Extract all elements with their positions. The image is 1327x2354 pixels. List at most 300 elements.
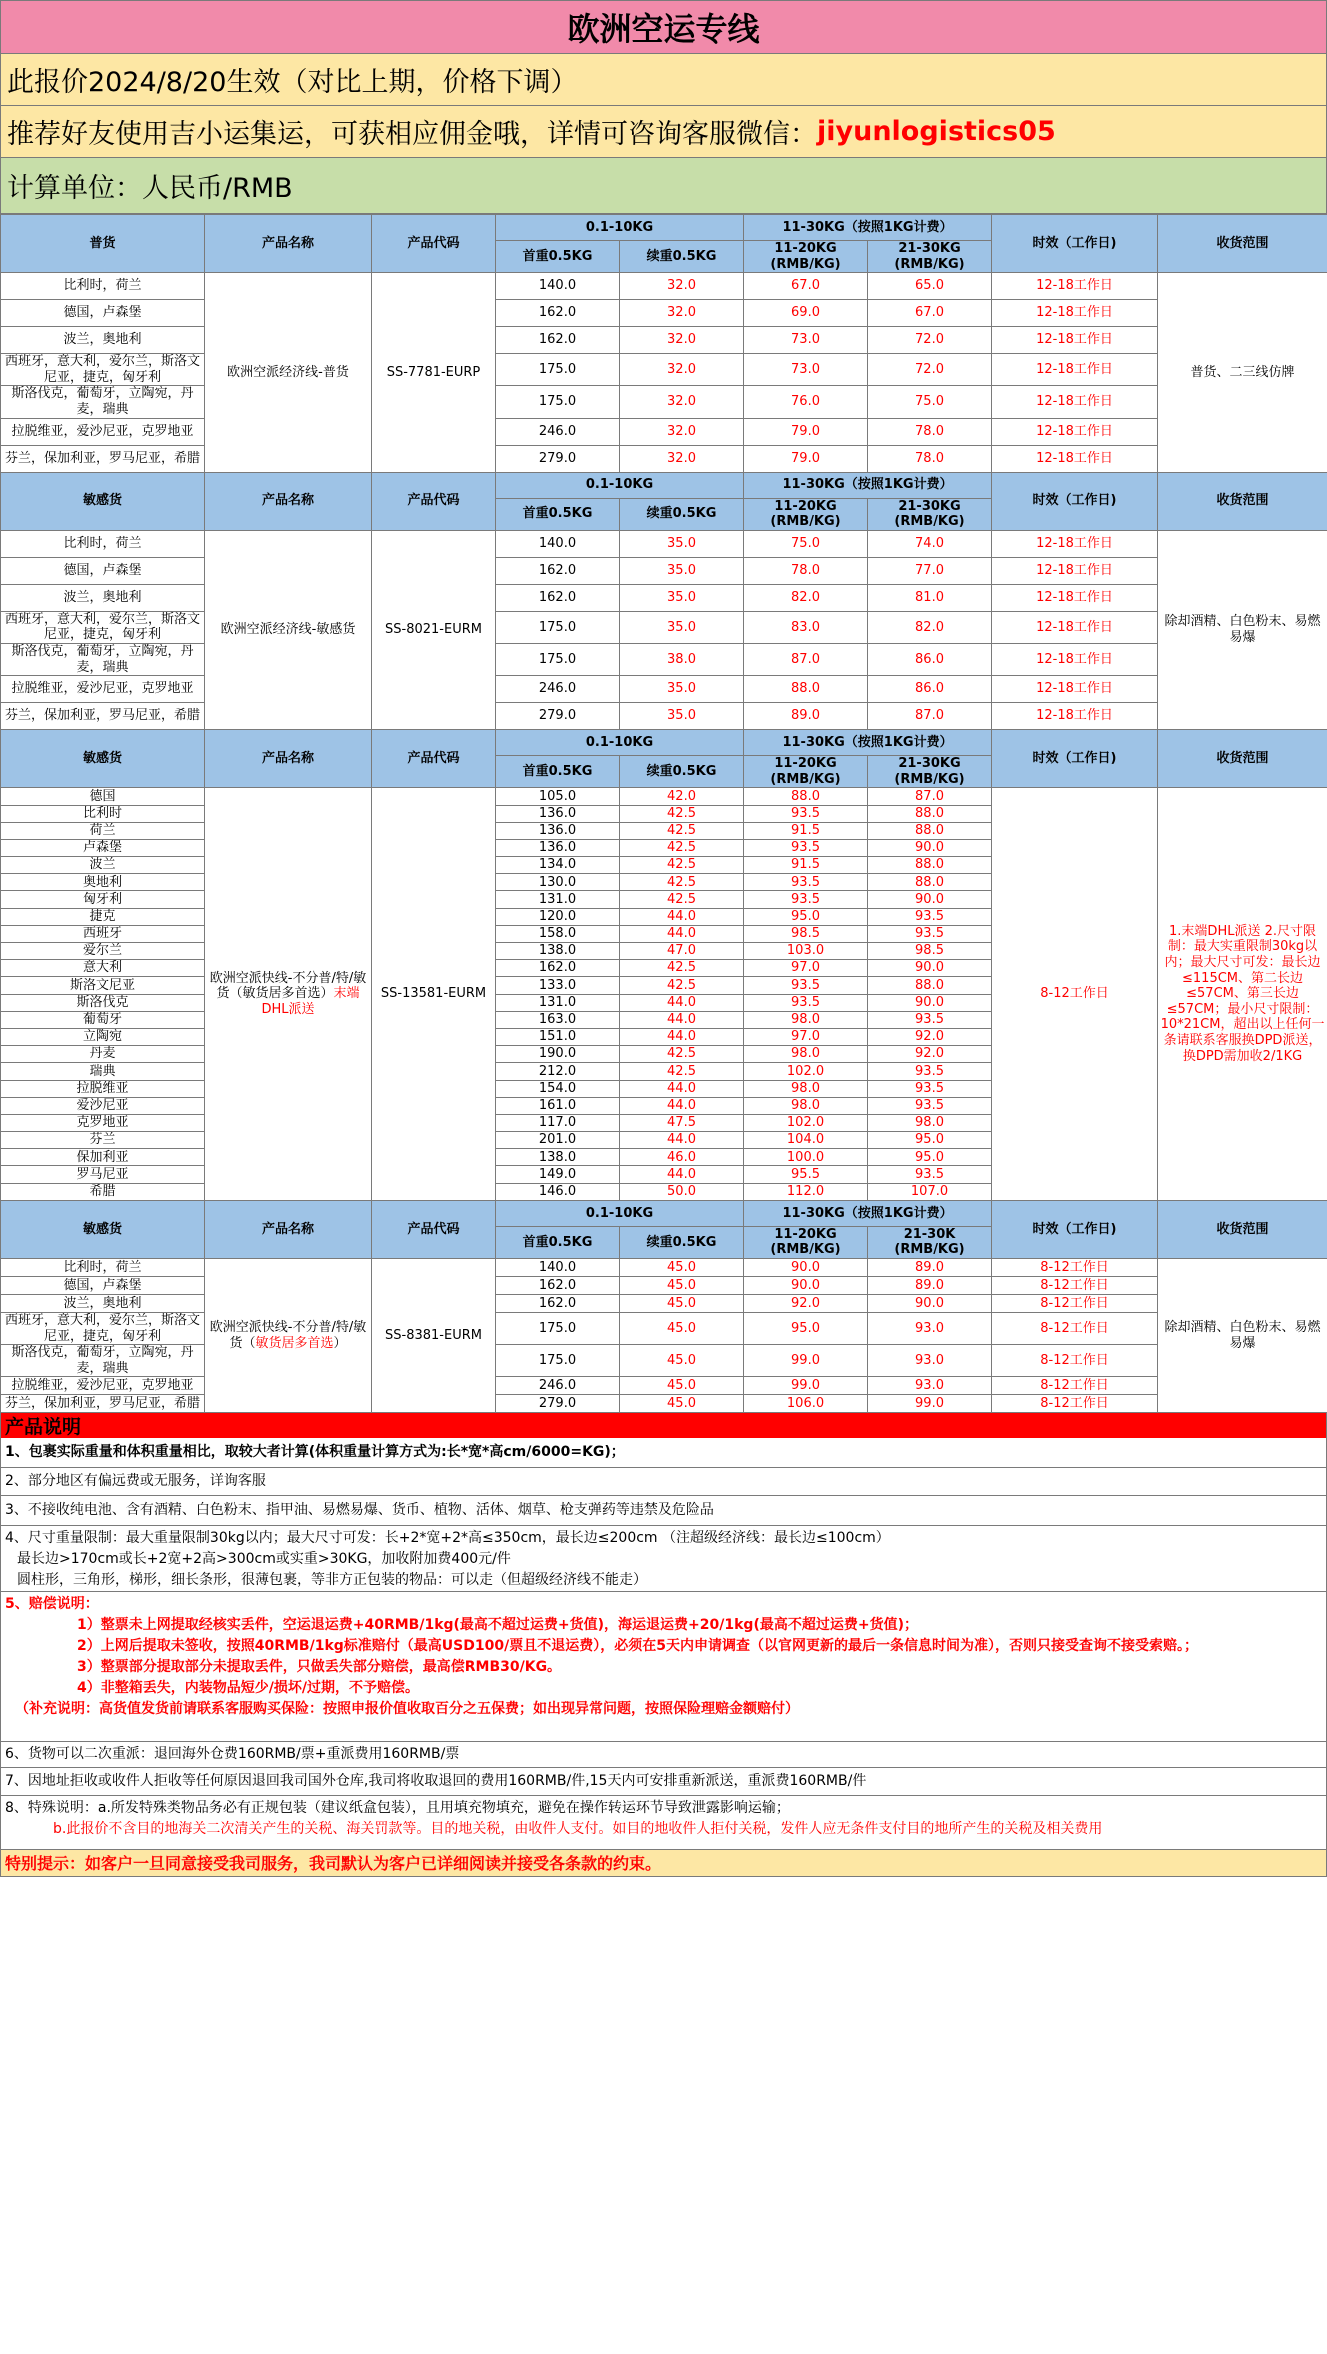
cell-cont-weight: 45.0 xyxy=(620,1259,744,1277)
cell-transit: 12-18工作日 xyxy=(992,703,1158,730)
cell-first-weight: 138.0 xyxy=(496,943,620,960)
cell-cont-weight: 50.0 xyxy=(620,1183,744,1200)
effective-notice: 此报价2024/8/20生效（对比上期，价格下调） xyxy=(0,54,1327,106)
cell-country: 斯洛伐克 xyxy=(1,994,205,1011)
cell-cont-weight: 42.0 xyxy=(620,788,744,805)
header-transit: 时效（工作日) xyxy=(992,1200,1158,1258)
product-name-text: 欧洲空派快线-不分普/特/敏货（ xyxy=(209,1320,367,1351)
cell-tier-11-20: 95.5 xyxy=(744,1166,868,1183)
cell-product-code: SS-7781-EURP xyxy=(372,273,496,472)
cell-cont-weight: 32.0 xyxy=(620,418,744,445)
table-row xyxy=(1,643,1327,675)
notes-header: 产品说明 xyxy=(0,1413,1327,1438)
cell-transit: 8-12工作日 xyxy=(992,1277,1158,1295)
cell-tier-21-30: 92.0 xyxy=(868,1028,992,1045)
cell-first-weight: 140.0 xyxy=(496,1259,620,1277)
cell-cont-weight: 44.0 xyxy=(620,925,744,942)
referral-text: 推荐好友使用吉小运集运，可获相应佣金哦，详情可咨询客服微信： xyxy=(7,119,817,150)
cell-cont-weight: 35.0 xyxy=(620,611,744,643)
cell-tier-11-20: 93.5 xyxy=(744,891,868,908)
cell-country: 芬兰，保加利亚，罗马尼亚，希腊 xyxy=(1,703,205,730)
cell-country: 克罗地亚 xyxy=(1,1114,205,1131)
cell-cont-weight: 32.0 xyxy=(620,386,744,418)
table-row xyxy=(1,354,1327,386)
cell-tier-21-30: 72.0 xyxy=(868,327,992,354)
cell-country: 爱尔兰 xyxy=(1,943,205,960)
cell-first-weight: 133.0 xyxy=(496,977,620,994)
cell-cont-weight: 42.5 xyxy=(620,977,744,994)
cell-first-weight: 212.0 xyxy=(496,1063,620,1080)
cell-first-weight: 246.0 xyxy=(496,1377,620,1395)
cell-cont-weight: 42.5 xyxy=(620,839,744,856)
cell-cont-weight: 44.0 xyxy=(620,1166,744,1183)
cell-tier-11-20: 102.0 xyxy=(744,1063,868,1080)
table-row xyxy=(1,1295,1327,1313)
cell-cont-weight: 42.5 xyxy=(620,805,744,822)
cell-cont-weight: 45.0 xyxy=(620,1295,744,1313)
header-scope: 收货范围 xyxy=(1158,1200,1327,1258)
cell-tier-11-20: 73.0 xyxy=(744,354,868,386)
cell-tier-21-30: 93.5 xyxy=(868,1080,992,1097)
cell-tier-11-20: 79.0 xyxy=(744,445,868,472)
cell-first-weight: 136.0 xyxy=(496,822,620,839)
cell-country: 德国，卢森堡 xyxy=(1,557,205,584)
cell-first-weight: 175.0 xyxy=(496,643,620,675)
cell-tier-11-20: 104.0 xyxy=(744,1132,868,1149)
cell-tier-11-20: 87.0 xyxy=(744,643,868,675)
cell-tier-21-30: 78.0 xyxy=(868,418,992,445)
product-name-text: ） xyxy=(333,1335,347,1351)
cell-transit: 12-18工作日 xyxy=(992,611,1158,643)
cell-tier-21-30: 86.0 xyxy=(868,676,992,703)
cell-first-weight: 163.0 xyxy=(496,1011,620,1028)
cell-first-weight: 201.0 xyxy=(496,1132,620,1149)
header-tier-21-30: 21-30KG (RMB/KG) xyxy=(868,498,992,530)
note-8-b: b.此报价不含目的地海关二次清关产生的关税、海关罚款等。目的地关税，由收件人支付。如目的地收件人拒付关税，发件人应无条件支付目的地所产生的关税及相关费用 xyxy=(53,1821,1103,1838)
cell-country: 德国，卢森堡 xyxy=(1,300,205,327)
note-5-title: 5、赔偿说明： xyxy=(5,1596,99,1613)
cell-first-weight: 130.0 xyxy=(496,874,620,891)
cell-cont-weight: 35.0 xyxy=(620,584,744,611)
cell-tier-21-30: 82.0 xyxy=(868,611,992,643)
table-row xyxy=(1,418,1327,445)
cell-tier-11-20: 92.0 xyxy=(744,1295,868,1313)
note-3: 3、不接收纯电池、含有酒精、白色粉末、指甲油、易燃易爆、货币、植物、活体、烟草、枪支弹药等违禁及危险品 xyxy=(0,1496,1327,1526)
cell-first-weight: 162.0 xyxy=(496,1295,620,1313)
cell-tier-21-30: 93.0 xyxy=(868,1345,992,1377)
cell-cont-weight: 32.0 xyxy=(620,300,744,327)
cell-first-weight: 151.0 xyxy=(496,1028,620,1045)
header-scope: 收货范围 xyxy=(1158,730,1327,788)
header-product-name: 产品名称 xyxy=(205,472,372,530)
cell-country: 匈牙利 xyxy=(1,891,205,908)
cell-tier-11-20: 90.0 xyxy=(744,1259,868,1277)
cell-transit: 8-12工作日 xyxy=(992,1295,1158,1313)
cell-cont-weight: 42.5 xyxy=(620,1063,744,1080)
note-5-item-1: 1）整票未上网提取经核实丢件，空运退运费+40RMB/1kg(最高不超过运费+货值)，海运退运费+20/1kg(最高不超过运费+货值)； xyxy=(77,1617,918,1634)
table-row xyxy=(1,273,1327,300)
cell-tier-21-30: 88.0 xyxy=(868,977,992,994)
header-range-11-30: 11-30KG（按照1KG计费） xyxy=(744,1200,992,1226)
cell-country: 拉脱维亚 xyxy=(1,1080,205,1097)
cell-tier-11-20: 90.0 xyxy=(744,1277,868,1295)
cell-first-weight: 136.0 xyxy=(496,805,620,822)
header-transit: 时效（工作日) xyxy=(992,215,1158,273)
cell-tier-21-30: 98.5 xyxy=(868,943,992,960)
cell-tier-21-30: 72.0 xyxy=(868,354,992,386)
cell-tier-21-30: 67.0 xyxy=(868,300,992,327)
header-first-weight: 首重0.5KG xyxy=(496,1226,620,1258)
cell-country: 拉脱维亚，爱沙尼亚，克罗地亚 xyxy=(1,418,205,445)
cell-country: 德国 xyxy=(1,788,205,805)
header-product-code: 产品代码 xyxy=(372,215,496,273)
cell-country: 比利时，荷兰 xyxy=(1,530,205,557)
note-7: 7、因地址拒收或收件人拒收等任何原因退回我司国外仓库,我司将收取退回的费用160RMB/件,15天内可安排重新派送，重派费160RMB/件 xyxy=(0,1768,1327,1796)
cell-first-weight: 149.0 xyxy=(496,1166,620,1183)
cell-transit: 8-12工作日 xyxy=(992,1345,1158,1377)
cell-cont-weight: 44.0 xyxy=(620,1011,744,1028)
cell-tier-11-20: 73.0 xyxy=(744,327,868,354)
cell-first-weight: 158.0 xyxy=(496,925,620,942)
cell-cont-weight: 44.0 xyxy=(620,1080,744,1097)
header-first-weight: 首重0.5KG xyxy=(496,756,620,788)
cell-product-code: SS-13581-EURM xyxy=(372,788,496,1201)
cell-tier-11-20: 98.0 xyxy=(744,1011,868,1028)
cell-cont-weight: 45.0 xyxy=(620,1313,744,1345)
cell-transit: 12-18工作日 xyxy=(992,300,1158,327)
cell-country: 斯洛伐克，葡萄牙，立陶宛，丹麦，瑞典 xyxy=(1,643,205,675)
cell-cont-weight: 46.0 xyxy=(620,1149,744,1166)
table-row xyxy=(1,676,1327,703)
product-notes xyxy=(0,1413,1327,1877)
header-first-weight: 首重0.5KG xyxy=(496,498,620,530)
cell-country: 立陶宛 xyxy=(1,1028,205,1045)
table-row xyxy=(1,386,1327,418)
header-product-name: 产品名称 xyxy=(205,730,372,788)
cell-tier-11-20: 98.5 xyxy=(744,925,868,942)
cell-tier-21-30: 88.0 xyxy=(868,874,992,891)
header-product-name: 产品名称 xyxy=(205,215,372,273)
cell-transit: 12-18工作日 xyxy=(992,418,1158,445)
cell-tier-11-20: 106.0 xyxy=(744,1395,868,1413)
cell-cont-weight: 44.0 xyxy=(620,1132,744,1149)
cell-cont-weight: 35.0 xyxy=(620,530,744,557)
cell-cont-weight: 32.0 xyxy=(620,354,744,386)
cell-transit: 12-18工作日 xyxy=(992,584,1158,611)
table-row xyxy=(1,300,1327,327)
cell-cont-weight: 42.5 xyxy=(620,822,744,839)
note-5-supplement: （补充说明：高货值发货前请联系客服购买保险：按照申报价值收取百分之五保费；如出现异常问题，按照保险理赔金额赔付） xyxy=(15,1701,799,1718)
cell-first-weight: 120.0 xyxy=(496,908,620,925)
cell-cont-weight: 44.0 xyxy=(620,908,744,925)
cell-tier-21-30: 98.0 xyxy=(868,1114,992,1131)
cell-country: 芬兰，保加利亚，罗马尼亚，希腊 xyxy=(1,445,205,472)
cell-first-weight: 175.0 xyxy=(496,1313,620,1345)
cell-transit: 12-18工作日 xyxy=(992,273,1158,300)
cell-tier-21-30: 95.0 xyxy=(868,1132,992,1149)
cell-country: 波兰，奥地利 xyxy=(1,584,205,611)
cell-tier-11-20: 95.0 xyxy=(744,908,868,925)
note-6: 6、货物可以二次重派：退回海外仓费160RMB/票+重派费用160RMB/票 xyxy=(0,1742,1327,1768)
product-name-note: 敏货居多首选 xyxy=(255,1335,334,1351)
cell-tier-21-30: 93.0 xyxy=(868,1377,992,1395)
cell-cont-weight: 32.0 xyxy=(620,445,744,472)
cell-tier-21-30: 107.0 xyxy=(868,1183,992,1200)
header-tier-21-30: 21-30K (RMB/KG) xyxy=(868,1226,992,1258)
cell-tier-11-20: 89.0 xyxy=(744,703,868,730)
cell-tier-11-20: 98.0 xyxy=(744,1046,868,1063)
header-tier-11-20: 11-20KG (RMB/KG) xyxy=(744,498,868,530)
cell-tier-21-30: 90.0 xyxy=(868,960,992,977)
header-tier-21-30: 21-30KG (RMB/KG) xyxy=(868,241,992,273)
cell-tier-21-30: 93.5 xyxy=(868,1063,992,1080)
cell-cont-weight: 35.0 xyxy=(620,676,744,703)
product-name-text: 欧洲空派快线-不分普/特/敏货（敏货居多首选） xyxy=(209,970,367,1002)
cell-first-weight: 134.0 xyxy=(496,857,620,874)
cell-transit: 8-12工作日 xyxy=(992,788,1158,1201)
cell-country: 芬兰，保加利亚，罗马尼亚，希腊 xyxy=(1,1395,205,1413)
cell-country: 保加利亚 xyxy=(1,1149,205,1166)
note-5-compensation xyxy=(0,1592,1327,1742)
header-category: 敏感货 xyxy=(1,472,205,530)
cell-first-weight: 162.0 xyxy=(496,327,620,354)
cell-country: 比利时，荷兰 xyxy=(1,1259,205,1277)
cell-tier-21-30: 93.0 xyxy=(868,1313,992,1345)
cell-tier-11-20: 99.0 xyxy=(744,1345,868,1377)
product-name-note: 末端DHL派送 xyxy=(261,986,360,1017)
cell-first-weight: 146.0 xyxy=(496,1183,620,1200)
cell-product-name xyxy=(205,1259,372,1413)
header-tier-11-20: 11-20KG (RMB/KG) xyxy=(744,1226,868,1258)
cell-country: 波兰，奥地利 xyxy=(1,1295,205,1313)
cell-tier-11-20: 97.0 xyxy=(744,960,868,977)
table-row xyxy=(1,788,1327,805)
header-range-11-30: 11-30KG（按照1KG计费） xyxy=(744,215,992,241)
header-product-code: 产品代码 xyxy=(372,730,496,788)
cell-country: 奥地利 xyxy=(1,874,205,891)
cell-first-weight: 162.0 xyxy=(496,584,620,611)
cell-tier-21-30: 90.0 xyxy=(868,839,992,856)
cell-tier-21-30: 93.5 xyxy=(868,925,992,942)
cell-tier-11-20: 100.0 xyxy=(744,1149,868,1166)
cell-country: 比利时，荷兰 xyxy=(1,273,205,300)
cell-country: 葡萄牙 xyxy=(1,1011,205,1028)
cell-transit: 12-18工作日 xyxy=(992,354,1158,386)
cell-cont-weight: 42.5 xyxy=(620,874,744,891)
cell-country: 西班牙 xyxy=(1,925,205,942)
header-range-0-1-10: 0.1-10KG xyxy=(496,1200,744,1226)
cell-tier-11-20: 91.5 xyxy=(744,857,868,874)
cell-tier-11-20: 88.0 xyxy=(744,788,868,805)
cell-tier-11-20: 93.5 xyxy=(744,805,868,822)
cell-scope: 1.末端DHL派送 2.尺寸限制：最大实重限制30kg以内；最大尺寸可发：最长边≤115CM、第二长边≤57CM、第三长边≤57CM；最小尺寸限制：10*21CM，超出以上任何一条请联系客服换DPD派送，换DPD需加收2/1KG xyxy=(1158,788,1327,1201)
cell-tier-11-20: 78.0 xyxy=(744,557,868,584)
cell-tier-11-20: 99.0 xyxy=(744,1377,868,1395)
header-product-code: 产品代码 xyxy=(372,472,496,530)
cell-country: 波兰 xyxy=(1,857,205,874)
header-range-0-1-10: 0.1-10KG xyxy=(496,215,744,241)
cell-tier-21-30: 95.0 xyxy=(868,1149,992,1166)
table-row xyxy=(1,584,1327,611)
cell-tier-11-20: 67.0 xyxy=(744,273,868,300)
cell-tier-21-30: 78.0 xyxy=(868,445,992,472)
header-range-11-30: 11-30KG（按照1KG计费） xyxy=(744,730,992,756)
cell-first-weight: 190.0 xyxy=(496,1046,620,1063)
cell-country: 比利时 xyxy=(1,805,205,822)
cell-cont-weight: 42.5 xyxy=(620,960,744,977)
price-table xyxy=(0,214,1327,1413)
cell-cont-weight: 45.0 xyxy=(620,1395,744,1413)
cell-scope: 普货、二三线仿牌 xyxy=(1158,273,1327,472)
cell-tier-21-30: 88.0 xyxy=(868,822,992,839)
header-range-0-1-10: 0.1-10KG xyxy=(496,730,744,756)
cell-first-weight: 131.0 xyxy=(496,891,620,908)
cell-tier-11-20: 103.0 xyxy=(744,943,868,960)
header-transit: 时效（工作日) xyxy=(992,730,1158,788)
cell-first-weight: 279.0 xyxy=(496,703,620,730)
note-2: 2、部分地区有偏远费或无服务，详询客服 xyxy=(0,1468,1327,1496)
cell-tier-21-30: 92.0 xyxy=(868,1046,992,1063)
cell-tier-21-30: 65.0 xyxy=(868,273,992,300)
wechat-id: jiyunlogistics05 xyxy=(817,116,1056,147)
cell-country: 拉脱维亚，爱沙尼亚，克罗地亚 xyxy=(1,1377,205,1395)
cell-country: 西班牙，意大利，爱尔兰，斯洛文尼亚，捷克，匈牙利 xyxy=(1,354,205,386)
cell-tier-21-30: 93.5 xyxy=(868,1097,992,1114)
cell-cont-weight: 32.0 xyxy=(620,273,744,300)
cell-cont-weight: 45.0 xyxy=(620,1277,744,1295)
cell-tier-11-20: 76.0 xyxy=(744,386,868,418)
cell-tier-11-20: 82.0 xyxy=(744,584,868,611)
cell-country: 捷克 xyxy=(1,908,205,925)
cell-first-weight: 154.0 xyxy=(496,1080,620,1097)
header-cont-weight: 续重0.5KG xyxy=(620,756,744,788)
cell-transit: 12-18工作日 xyxy=(992,676,1158,703)
cell-country: 爱沙尼亚 xyxy=(1,1097,205,1114)
cell-cont-weight: 38.0 xyxy=(620,643,744,675)
header-category: 敏感货 xyxy=(1,730,205,788)
cell-country: 斯洛伐克，葡萄牙，立陶宛，丹麦，瑞典 xyxy=(1,386,205,418)
cell-tier-11-20: 88.0 xyxy=(744,676,868,703)
cell-tier-21-30: 90.0 xyxy=(868,1295,992,1313)
cell-country: 荷兰 xyxy=(1,822,205,839)
cell-product-code: SS-8381-EURM xyxy=(372,1259,496,1413)
table-row xyxy=(1,1313,1327,1345)
cell-transit: 12-18工作日 xyxy=(992,643,1158,675)
cell-scope: 除却酒精、白色粉末、易燃易爆 xyxy=(1158,1259,1327,1413)
note-1: 1、包裹实际重量和体积重量相比，取较大者计算(体积重量计算方式为:长*宽*高cm/6000=KG)； xyxy=(0,1438,1327,1468)
cell-country: 瑞典 xyxy=(1,1063,205,1080)
cell-tier-21-30: 74.0 xyxy=(868,530,992,557)
cell-first-weight: 140.0 xyxy=(496,273,620,300)
table-row xyxy=(1,1395,1327,1413)
table-row xyxy=(1,445,1327,472)
note-4-line-1: 4、尺寸重量限制：最大重量限制30kg以内；最大尺寸可发：长+2*宽+2*高≤350cm，最长边≤200cm （注超级经济线：最长边≤100cm） xyxy=(5,1530,890,1547)
table-row xyxy=(1,327,1327,354)
table-row xyxy=(1,1259,1327,1277)
cell-first-weight: 175.0 xyxy=(496,386,620,418)
cell-country: 意大利 xyxy=(1,960,205,977)
header-tier-11-20: 11-20KG (RMB/KG) xyxy=(744,241,868,273)
cell-country: 斯洛伐克，葡萄牙，立陶宛，丹麦，瑞典 xyxy=(1,1345,205,1377)
cell-cont-weight: 35.0 xyxy=(620,557,744,584)
referral-banner xyxy=(0,106,1327,158)
cell-tier-11-20: 79.0 xyxy=(744,418,868,445)
cell-country: 罗马尼亚 xyxy=(1,1166,205,1183)
cell-tier-21-30: 86.0 xyxy=(868,643,992,675)
cell-tier-21-30: 81.0 xyxy=(868,584,992,611)
header-category: 普货 xyxy=(1,215,205,273)
note-4 xyxy=(0,1526,1327,1592)
cell-tier-11-20: 75.0 xyxy=(744,530,868,557)
cell-transit: 12-18工作日 xyxy=(992,386,1158,418)
cell-cont-weight: 47.5 xyxy=(620,1114,744,1131)
cell-tier-11-20: 112.0 xyxy=(744,1183,868,1200)
header-tier-21-30: 21-30KG (RMB/KG) xyxy=(868,756,992,788)
cell-transit: 8-12工作日 xyxy=(992,1259,1158,1277)
header-product-code: 产品代码 xyxy=(372,1200,496,1258)
cell-tier-21-30: 75.0 xyxy=(868,386,992,418)
cell-first-weight: 161.0 xyxy=(496,1097,620,1114)
cell-tier-21-30: 77.0 xyxy=(868,557,992,584)
cell-tier-11-20: 93.5 xyxy=(744,839,868,856)
cell-country: 西班牙，意大利，爱尔兰，斯洛文尼亚，捷克，匈牙利 xyxy=(1,1313,205,1345)
note-5-item-2: 2）上网后提取未签收，按照40RMB/1kg标准赔付（最高USD100/票且不退运费），必须在5天内申请调查（以官网更新的最后一条信息时间为准），否则只接受查询不接受索赔。； xyxy=(77,1638,1198,1655)
table-row xyxy=(1,1377,1327,1395)
cell-first-weight: 162.0 xyxy=(496,557,620,584)
cell-cont-weight: 44.0 xyxy=(620,994,744,1011)
cell-first-weight: 105.0 xyxy=(496,788,620,805)
cell-tier-11-20: 93.5 xyxy=(744,977,868,994)
table-row xyxy=(1,703,1327,730)
cell-tier-11-20: 83.0 xyxy=(744,611,868,643)
cell-first-weight: 175.0 xyxy=(496,354,620,386)
cell-cont-weight: 42.5 xyxy=(620,891,744,908)
header-scope: 收货范围 xyxy=(1158,215,1327,273)
cell-tier-21-30: 88.0 xyxy=(868,857,992,874)
cell-cont-weight: 35.0 xyxy=(620,703,744,730)
cell-country: 芬兰 xyxy=(1,1132,205,1149)
note-8-a: 8、特殊说明：a.所发特殊类物品务必有正规包装（建议纸盒包装），且用填充物填充，避免在操作转运环节导致泄露影响运输； xyxy=(5,1800,790,1817)
note-5-item-4: 4）非整箱丢失，内装物品短少/损坏/过期，不予赔偿。 xyxy=(77,1680,419,1697)
cell-cont-weight: 42.5 xyxy=(620,1046,744,1063)
table-row xyxy=(1,1277,1327,1295)
table-row xyxy=(1,530,1327,557)
cell-first-weight: 175.0 xyxy=(496,611,620,643)
cell-transit: 8-12工作日 xyxy=(992,1395,1158,1413)
final-notice: 特别提示：如客户一旦同意接受我司服务，我司默认为客户已详细阅读并接受各条款的约束。 xyxy=(0,1850,1327,1877)
cell-tier-21-30: 87.0 xyxy=(868,703,992,730)
cell-cont-weight: 42.5 xyxy=(620,857,744,874)
cell-tier-21-30: 93.5 xyxy=(868,1011,992,1028)
cell-tier-11-20: 98.0 xyxy=(744,1097,868,1114)
cell-tier-21-30: 93.5 xyxy=(868,908,992,925)
cell-scope: 除却酒精、白色粉末、易燃易爆 xyxy=(1158,530,1327,729)
cell-tier-21-30: 93.5 xyxy=(868,1166,992,1183)
cell-first-weight: 140.0 xyxy=(496,530,620,557)
page-title: 欧洲空运专线 xyxy=(0,0,1327,54)
cell-first-weight: 162.0 xyxy=(496,300,620,327)
header-range-11-30: 11-30KG（按照1KG计费） xyxy=(744,472,992,498)
header-transit: 时效（工作日) xyxy=(992,472,1158,530)
cell-product-code: SS-8021-EURM xyxy=(372,530,496,729)
cell-transit: 12-18工作日 xyxy=(992,445,1158,472)
cell-first-weight: 279.0 xyxy=(496,445,620,472)
cell-country: 西班牙，意大利，爱尔兰，斯洛文尼亚，捷克，匈牙利 xyxy=(1,611,205,643)
cell-first-weight: 162.0 xyxy=(496,1277,620,1295)
cell-tier-11-20: 98.0 xyxy=(744,1080,868,1097)
cell-cont-weight: 47.0 xyxy=(620,943,744,960)
cell-transit: 12-18工作日 xyxy=(992,530,1158,557)
